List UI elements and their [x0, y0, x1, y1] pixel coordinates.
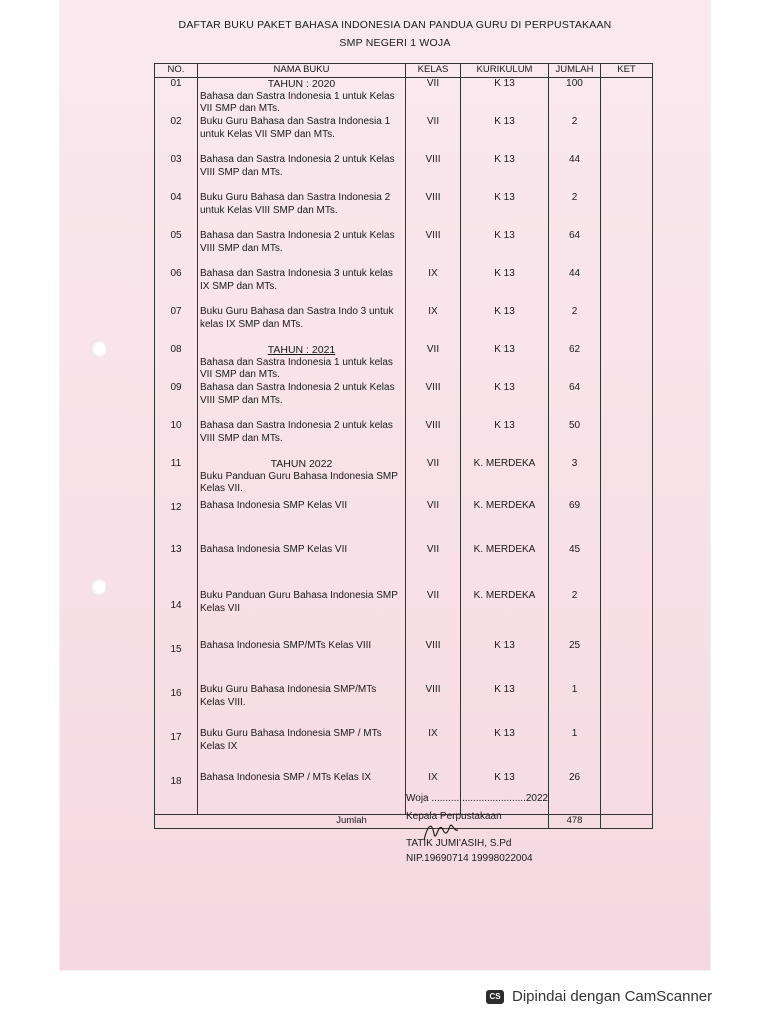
table-row	[155, 638, 653, 682]
header-ket: KET	[601, 64, 653, 78]
row-no: 12	[155, 496, 198, 540]
row-no: 09	[155, 382, 198, 420]
row-name: Buku Guru Bahasa dan Sastra Indonesia 1 untuk Kelas VII SMP dan MTs.	[198, 116, 406, 154]
signature-name: TATIK JUMI'ASIH, S.Pd	[406, 838, 512, 849]
book-table	[154, 63, 653, 829]
row-kurikulum: K 13	[461, 344, 549, 382]
row-name: Bahasa dan Sastra Indonesia 1 untuk Kelas VII SMP dan MTs.	[200, 90, 395, 114]
row-kurikulum: K 13	[461, 382, 549, 420]
table-row	[155, 582, 653, 638]
row-kurikulum: K. MERDEKA	[461, 496, 549, 540]
row-kelas: VIII	[406, 382, 461, 420]
camscanner-icon: CS	[486, 990, 504, 1004]
row-kurikulum: K 13	[461, 770, 549, 815]
row-name: Bahasa Indonesia SMP Kelas VII	[198, 496, 406, 540]
year-heading: TAHUN : 2021	[267, 344, 336, 356]
row-name: Bahasa Indonesia SMP Kelas VII	[198, 540, 406, 582]
table-row	[155, 420, 653, 458]
row-kelas: IX	[406, 268, 461, 306]
row-no: 10	[155, 420, 198, 458]
row-jumlah: 44	[549, 268, 601, 306]
header-nama: NAMA BUKU	[198, 64, 406, 78]
row-ket	[601, 420, 653, 458]
row-jumlah: 62	[549, 344, 601, 382]
row-no: 07	[155, 306, 198, 344]
row-no: 11	[155, 458, 198, 496]
row-kelas: VII	[406, 116, 461, 154]
row-name: Buku Guru Bahasa Indonesia SMP/MTs Kelas VIII.	[198, 682, 406, 726]
table-row	[155, 496, 653, 540]
punch-hole	[90, 578, 106, 596]
row-ket	[601, 582, 653, 638]
row-kurikulum: K 13	[461, 78, 549, 117]
row-jumlah: 44	[549, 154, 601, 192]
year-heading: TAHUN 2022	[270, 458, 333, 470]
row-no: 18	[155, 770, 198, 815]
row-jumlah: 2	[549, 306, 601, 344]
row-name: Buku Guru Bahasa dan Sastra Indo 3 untuk kelas IX SMP dan MTs.	[198, 306, 406, 344]
row-kurikulum: K 13	[461, 682, 549, 726]
row-name-cell	[198, 78, 406, 117]
row-ket	[601, 306, 653, 344]
row-no: 08	[155, 344, 198, 382]
row-no: 02	[155, 116, 198, 154]
row-ket	[601, 458, 653, 496]
total-ket	[601, 815, 653, 829]
row-kurikulum: K 13	[461, 116, 549, 154]
row-no: 01	[155, 78, 198, 117]
row-jumlah: 1	[549, 726, 601, 770]
table-row	[155, 344, 653, 382]
row-jumlah: 45	[549, 540, 601, 582]
row-no: 17	[155, 726, 198, 770]
table-row	[155, 116, 653, 154]
year-heading: TAHUN : 2020	[267, 78, 336, 90]
row-name: Bahasa dan Sastra Indonesia 1 untuk kelas VII SMP dan MTs.	[200, 356, 393, 380]
row-kelas: VII	[406, 540, 461, 582]
school-name: SMP NEGERI 1 WOJA	[339, 37, 451, 49]
total-row	[155, 815, 653, 829]
row-name: Buku Panduan Guru Bahasa Indonesia SMP Kelas VII.	[200, 470, 398, 494]
row-no: 03	[155, 154, 198, 192]
row-kelas: IX	[406, 306, 461, 344]
row-kurikulum: K. MERDEKA	[461, 540, 549, 582]
row-kurikulum: K 13	[461, 154, 549, 192]
row-kurikulum: K 13	[461, 230, 549, 268]
row-name: Bahasa dan Sastra Indonesia 2 untuk kelas VIII SMP dan MTs.	[198, 420, 406, 458]
row-ket	[601, 154, 653, 192]
row-jumlah: 25	[549, 638, 601, 682]
row-kelas: VII	[406, 458, 461, 496]
row-no: 14	[155, 582, 198, 638]
row-jumlah: 69	[549, 496, 601, 540]
scanner-watermark	[486, 988, 712, 1005]
row-kelas: VIII	[406, 682, 461, 726]
row-kelas: VIII	[406, 230, 461, 268]
row-ket	[601, 78, 653, 117]
row-kurikulum: K 13	[461, 420, 549, 458]
row-no: 05	[155, 230, 198, 268]
row-ket	[601, 268, 653, 306]
row-ket	[601, 540, 653, 582]
scanner-label: Dipindai dengan CamScanner	[512, 988, 713, 1005]
row-no: 15	[155, 638, 198, 682]
row-ket	[601, 230, 653, 268]
row-ket	[601, 344, 653, 382]
row-name-cell	[198, 458, 406, 496]
header-kelas: KELAS	[406, 64, 461, 78]
punch-hole	[90, 340, 106, 358]
document-title: DAFTAR BUKU PAKET BAHASA INDONESIA DAN PANDUA GURU DI PERPUSTAKAAN	[178, 19, 612, 31]
row-no: 06	[155, 268, 198, 306]
row-jumlah: 2	[549, 116, 601, 154]
row-name: Bahasa Indonesia SMP / MTs Kelas IX	[198, 770, 406, 815]
row-kelas: VII	[406, 496, 461, 540]
row-ket	[601, 116, 653, 154]
header-kurikulum: KURIKULUM	[461, 64, 549, 78]
table-row	[155, 726, 653, 770]
row-name: Bahasa Indonesia SMP/MTs Kelas VIII	[198, 638, 406, 682]
row-no: 16	[155, 682, 198, 726]
header-no: NO.	[155, 64, 198, 78]
row-name: Bahasa dan Sastra Indonesia 2 untuk Kelas VIII SMP dan MTs.	[198, 154, 406, 192]
table-row	[155, 682, 653, 726]
row-no: 13	[155, 540, 198, 582]
row-name-cell	[198, 344, 406, 382]
place-date: Woja ..................................2022	[406, 793, 549, 804]
row-jumlah: 2	[549, 582, 601, 638]
header-jumlah: JUMLAH	[549, 64, 601, 78]
row-kelas: VII	[406, 344, 461, 382]
row-kelas: VII	[406, 582, 461, 638]
row-kurikulum: K 13	[461, 192, 549, 230]
row-kelas: IX	[406, 726, 461, 770]
row-kelas: VIII	[406, 154, 461, 192]
table-header	[155, 64, 653, 78]
row-ket	[601, 638, 653, 682]
table-row	[155, 268, 653, 306]
row-ket	[601, 496, 653, 540]
table-row	[155, 230, 653, 268]
row-kurikulum: K 13	[461, 306, 549, 344]
row-ket	[601, 682, 653, 726]
row-jumlah: 100	[549, 78, 601, 117]
row-jumlah: 26	[549, 770, 601, 815]
row-name: Bahasa dan Sastra Indonesia 2 untuk Kelas VIII SMP dan MTs.	[198, 230, 406, 268]
row-kurikulum: K 13	[461, 638, 549, 682]
row-ket	[601, 770, 653, 815]
row-jumlah: 2	[549, 192, 601, 230]
row-jumlah: 3	[549, 458, 601, 496]
total-value: 478	[549, 815, 601, 829]
table-row	[155, 154, 653, 192]
row-kurikulum: K 13	[461, 726, 549, 770]
row-kelas: VIII	[406, 638, 461, 682]
row-ket	[601, 382, 653, 420]
total-label: Jumlah	[155, 815, 549, 829]
row-jumlah: 64	[549, 382, 601, 420]
row-kurikulum: K 13	[461, 268, 549, 306]
row-kelas: VII	[406, 78, 461, 117]
row-name: Buku Guru Bahasa Indonesia SMP / MTs Kelas IX	[198, 726, 406, 770]
row-kelas: VIII	[406, 192, 461, 230]
row-name: Bahasa dan Sastra Indonesia 3 untuk kelas IX SMP dan MTs.	[198, 268, 406, 306]
row-name: Buku Panduan Guru Bahasa Indonesia SMP Kelas VII	[198, 582, 406, 638]
row-name: Buku Guru Bahasa dan Sastra Indonesia 2 untuk Kelas VIII SMP dan MTs.	[198, 192, 406, 230]
row-ket	[601, 192, 653, 230]
row-name: Bahasa dan Sastra Indonesia 2 untuk Kelas VIII SMP dan MTs.	[198, 382, 406, 420]
row-no: 04	[155, 192, 198, 230]
row-kurikulum: K. MERDEKA	[461, 582, 549, 638]
row-jumlah: 50	[549, 420, 601, 458]
row-jumlah: 1	[549, 682, 601, 726]
signature-position: Kepala Perpustakaan	[406, 811, 502, 822]
row-kurikulum: K. MERDEKA	[461, 458, 549, 496]
row-kelas: VIII	[406, 420, 461, 458]
table-row	[155, 458, 653, 496]
table-row	[155, 540, 653, 582]
table-row	[155, 306, 653, 344]
row-jumlah: 64	[549, 230, 601, 268]
row-ket	[601, 726, 653, 770]
table-row	[155, 382, 653, 420]
table-row	[155, 78, 653, 117]
row-kelas: IX	[406, 770, 461, 815]
table-row	[155, 192, 653, 230]
signature-nip: NIP.19690714 19998022004	[406, 853, 533, 864]
table-row	[155, 770, 653, 815]
